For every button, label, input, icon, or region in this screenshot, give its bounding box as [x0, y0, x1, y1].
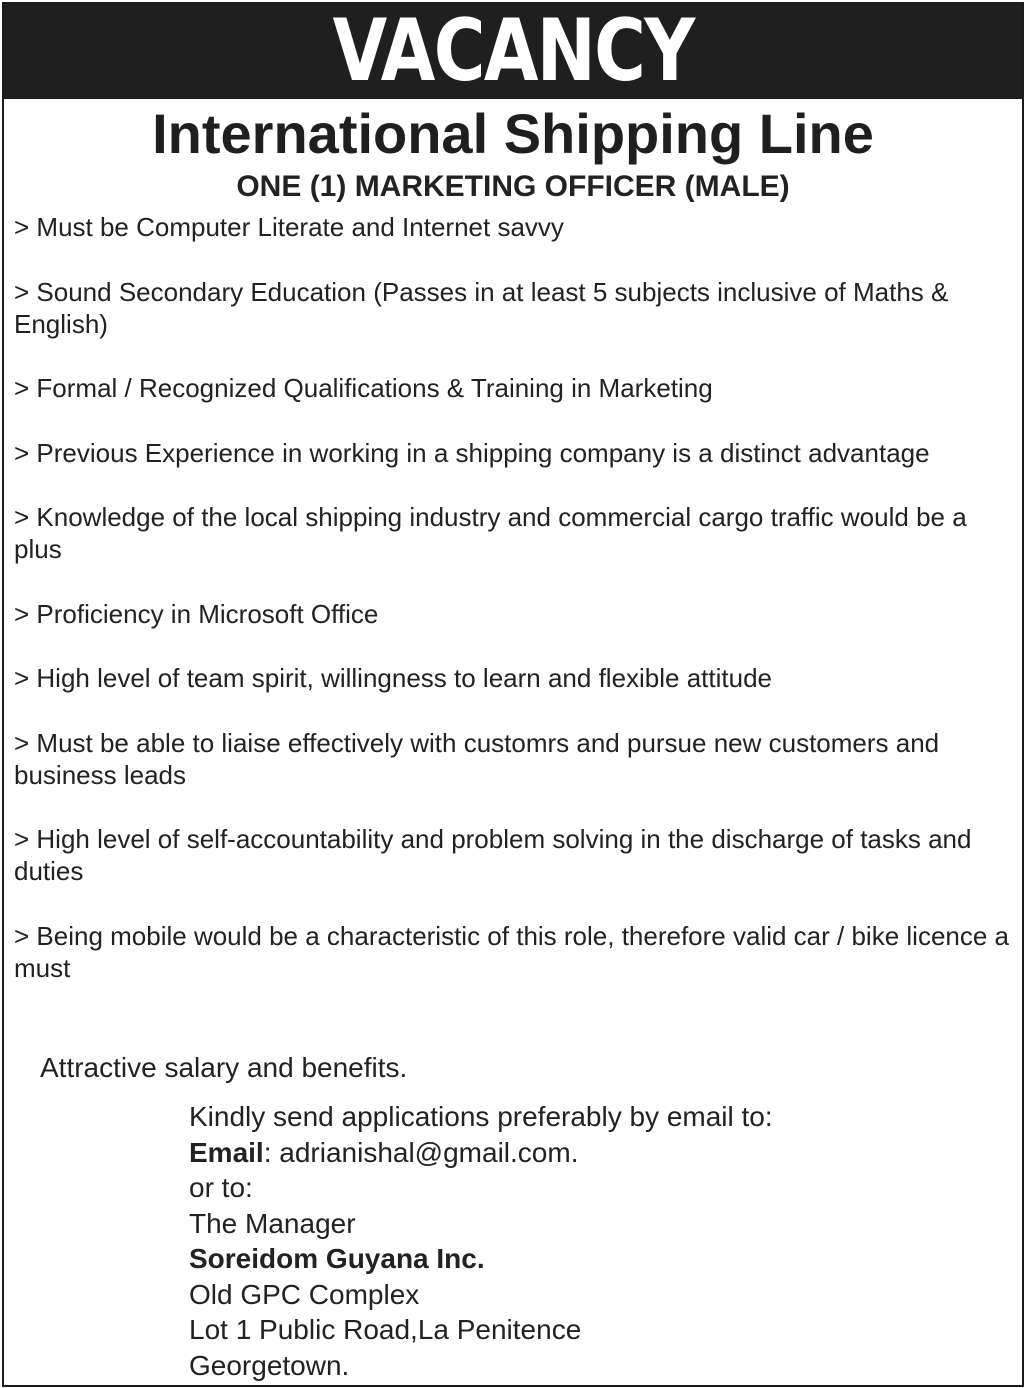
- email-address: : adrianishal@gmail.com.: [263, 1136, 579, 1168]
- application-contact: [189, 1099, 773, 1383]
- email-line: [189, 1135, 773, 1171]
- recipient-title: The Manager: [189, 1207, 356, 1239]
- requirement-item: > High level of self-accountability and problem solving in the discharge of tasks and duties: [14, 824, 972, 886]
- address-line-1: Old GPC Complex: [189, 1278, 420, 1310]
- salary-note: Attractive salary and benefits.: [40, 1052, 408, 1083]
- requirements-list: [14, 211, 1014, 1016]
- vacancy-advertisement: [2, 2, 1024, 1387]
- or-to-text: or to:: [189, 1172, 253, 1203]
- banner-title: VACANCY: [332, 2, 694, 101]
- requirement-item: > Proficiency in Microsoft Office: [14, 598, 379, 629]
- requirement-item: > Must be Computer Literate and Internet savvy: [14, 212, 564, 242]
- company-heading: International Shipping Line: [152, 102, 874, 165]
- requirement-item: > Previous Experience in working in a shipping company is a distinct advantage: [14, 437, 930, 468]
- application-intro: Kindly send applications preferably by email to:: [189, 1101, 773, 1132]
- address-line-2: Lot 1 Public Road,La Penitence: [189, 1314, 582, 1345]
- requirement-item: > Being mobile would be a characteristic of this role, therefore valid car / bike licence a must: [14, 920, 1010, 983]
- address-city: Georgetown.: [189, 1349, 350, 1381]
- organization-name: Soreidom Guyana Inc.: [189, 1243, 485, 1274]
- requirement-item: > Knowledge of the local shipping industry and commercial cargo traffic would be a plus: [14, 502, 967, 564]
- vacancy-banner: [4, 4, 1022, 99]
- requirement-item: > High level of team spirit, willingness to learn and flexible attitude: [14, 663, 773, 693]
- requirement-item: > Must be able to liaise effectively with customrs and pursue new customers and business leads: [14, 727, 940, 790]
- email-label: Email: [189, 1136, 264, 1168]
- requirement-item: > Formal / Recognized Qualifications & Training in Marketing: [14, 373, 713, 403]
- position-title: ONE (1) MARKETING OFFICER (MALE): [236, 170, 790, 203]
- requirement-item: > Sound Secondary Education (Passes in at least 5 subjects inclusive of Maths & English): [14, 276, 949, 339]
